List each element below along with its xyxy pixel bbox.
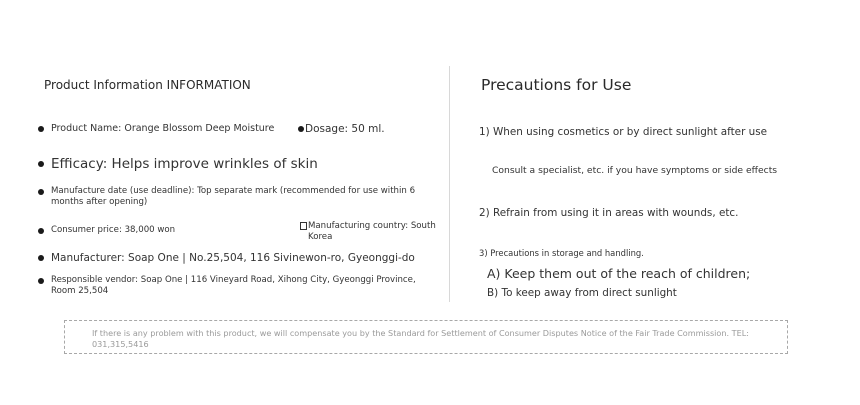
manufacture-date-item	[38, 186, 433, 207]
manufacturing-country-item	[300, 221, 440, 242]
dosage-item	[298, 123, 418, 136]
manufacturer-item	[38, 252, 438, 265]
efficacy-item	[38, 156, 438, 173]
bullet-icon	[38, 126, 44, 132]
responsible-vendor-text: Responsible vendor: Soap One | 116 Vineyard Road, Xihong City, Gyeonggi Province, Room 25,504	[51, 275, 416, 296]
bullet-icon	[38, 255, 44, 261]
precaution-item-1: 1) When using cosmetics or by direct sunlight after use	[479, 126, 768, 138]
precaution-item-3: 3) Precautions in storage and handling.	[479, 248, 644, 258]
efficacy-text: Efficacy: Helps improve wrinkles of skin	[51, 156, 318, 172]
bullet-icon	[38, 189, 44, 195]
dosage-text: Dosage: 50 ml.	[305, 123, 385, 135]
bullet-icon	[298, 126, 304, 132]
product-name-text: Product Name: Orange Blossom Deep Moisture	[51, 123, 275, 134]
precaution-item-1-sub: Consult a specialist, etc. if you have symptoms or side effects	[492, 165, 778, 176]
bullet-icon	[38, 228, 44, 234]
precaution-item-3b: B) To keep away from direct sunlight	[487, 287, 677, 299]
box-mark-icon	[300, 222, 307, 230]
manufacturing-country-text: Manufacturing country: South Korea	[308, 221, 436, 242]
manufacturer-text: Manufacturer: Soap One | No.25,504, 116 Sivinewon-ro, Gyeonggi-do	[51, 252, 415, 264]
product-name-item	[38, 123, 298, 135]
precaution-item-3a: A) Keep them out of the reach of children;	[487, 266, 751, 281]
section-divider	[449, 66, 450, 302]
consumer-dispute-notice: If there is any problem with this product, we will compensate you by the Standard for Settlement of Consumer Disputes Notice of the Fair Trade Commission. TEL: 031,315,5416	[64, 320, 788, 354]
precaution-item-2: 2) Refrain from using it in areas with wounds, etc.	[479, 207, 739, 219]
consumer-price-text: Consumer price: 38,000 won	[51, 225, 176, 235]
consumer-price-item	[38, 225, 278, 236]
precautions-title: Precautions for Use	[481, 76, 632, 94]
responsible-vendor-item	[38, 275, 436, 296]
bullet-icon	[38, 161, 44, 167]
bullet-icon	[38, 278, 44, 284]
product-information-title: Product Information INFORMATION	[44, 78, 251, 92]
manufacture-date-text: Manufacture date (use deadline): Top separate mark (recommended for use within 6 months after opening)	[51, 186, 416, 207]
